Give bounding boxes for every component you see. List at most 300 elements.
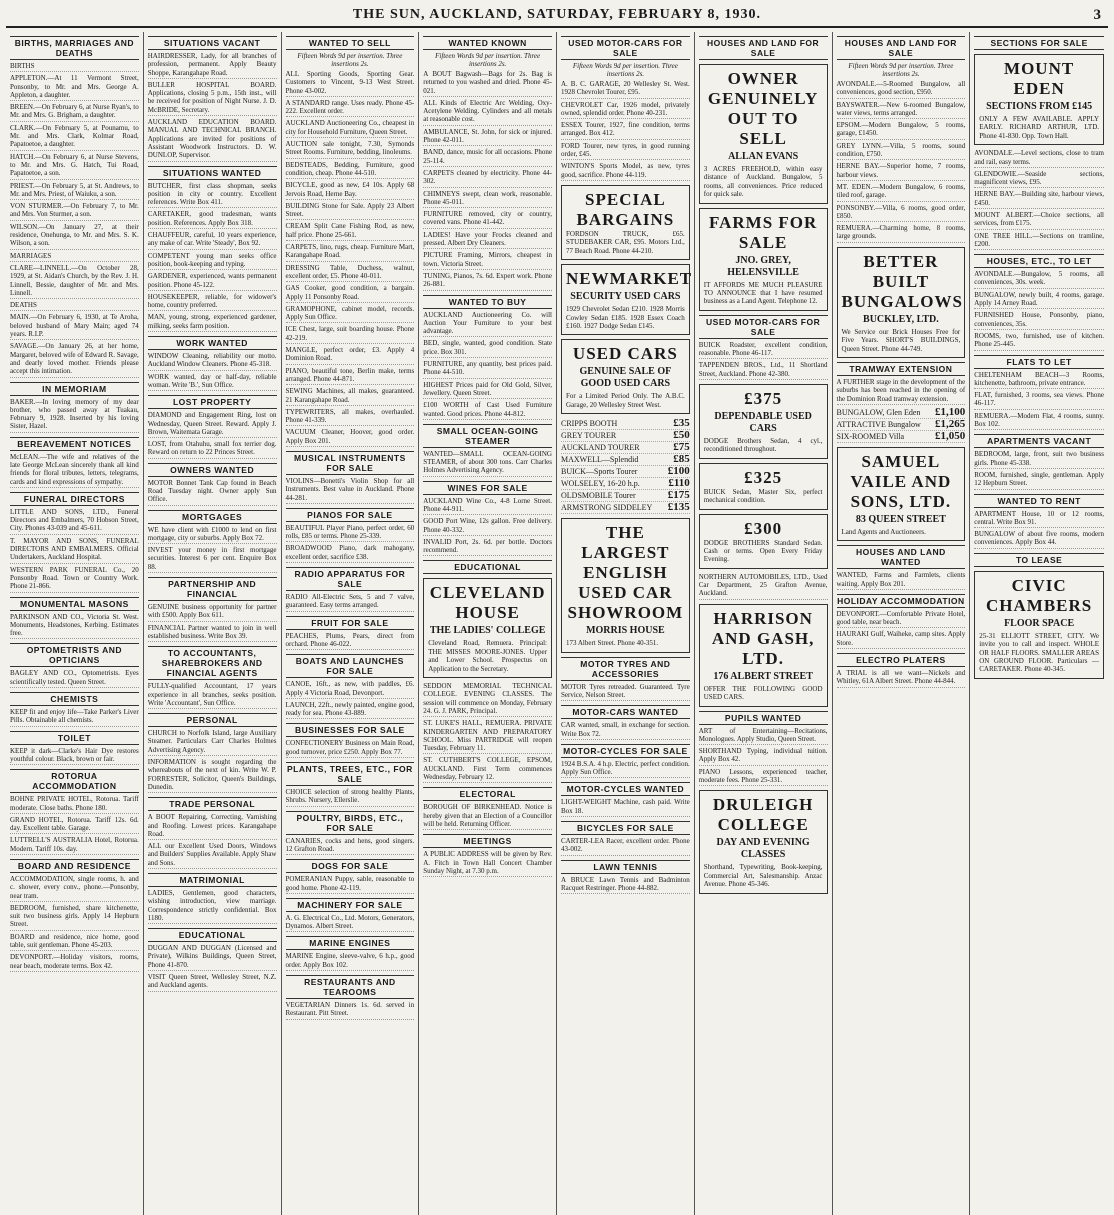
price-listing [561,430,690,442]
section-heading: RESTAURANTS AND TEAROOMS [286,975,415,999]
classified-ad: CHURCH to Norfolk Island, large Auxiliary Steamer. Particulars Carr Charles Holmes Advertising Agency. [148,729,277,756]
section-heading: MUSICAL INSTRUMENTS FOR SALE [286,451,415,475]
classified-ad: A. B. C. GARAGE, 20 Wellesley St. West. 1928 Chevrolet Tourer, £95. [561,80,690,99]
price-listing-price: £100 [667,465,690,478]
section-heading: LOST PROPERTY [148,395,277,409]
classified-ad: WE have client with £1000 to lend on first mortgage, city or suburbs. Apply Box 72. [148,526,277,545]
price-listing-label: GREY TOURER [561,431,617,441]
section-rates: Fifteen Words 9d per insertion. Three insertions 2s. [297,52,403,68]
classified-ad: REMUERA.—Charming home, 8 rooms, large grounds. [837,224,966,243]
display-ad-headline: £300 [744,518,783,538]
classified-ad: MAIN.—On February 6, 1930, at Te Aroha, beloved husband of Mary Main; aged 74 years. R.I.P. [10,313,139,340]
section-heading: BICYCLES FOR SALE [561,821,690,835]
classified-ad: AUCKLAND Wine Co., 4-8 Lorne Street. Phone 44-911. [423,497,552,516]
section-heading: HOUSES AND LAND FOR SALE [837,36,966,60]
display-advertisement [699,463,828,510]
section-heading: MEETINGS [423,834,552,848]
section-heading: HOUSES AND LAND WANTED [837,545,966,569]
price-listing-price: £110 [668,477,690,490]
display-ad-headline: USED CARS [572,344,678,364]
classified-ad: BOHNE PRIVATE HOTEL, Rotorua. Tariff moderate. Close baths. Phone 180. [10,795,139,814]
classified-ad: AUCTION sale tonight, 7.30, Symonds Street Rooms. Furniture, bedding, linoleums. [286,140,415,159]
classified-ad: CANARIES, cocks and hens, good singers. 12 Grafton Road. [286,837,415,856]
classified-ad: AVONDALE.—5-Roomed Bungalow, all conveniences, good section, £950. [837,80,966,99]
display-advertisement [561,339,690,414]
display-ad-headline: DRULEIGH COLLEGE [712,795,814,835]
classified-ad: PEACHES, Plums, Pears, direct from orchard. Phone 46-022. [286,632,415,651]
classified-ad: FULLY-qualified Accountant, 17 years experience in all branches, seeks position. Write 'Accountant', Sun Office. [148,682,277,709]
display-advertisement [699,64,828,204]
classified-ad: ST. CUTHBERT'S COLLEGE, EPSOM, AUCKLAND. First Term commences Wednesday, February 12. [423,756,552,783]
classified-ad: HAIRDRESSER, Lady, for all branches of profession, permanent. Apply Beauty Shoppe, Karangahape Road. [148,52,277,79]
classified-ad: BAKER.—In loving memory of my dear brother, who passed away at Tuakau, February 9, 1928. Inserted by his loving Sister, Hazel. [10,398,139,433]
section-heading: PERSONAL [148,713,277,727]
classified-ad: INVALID Port, 2s. 6d. per bottle. Doctors recommend. [423,538,552,557]
display-ad-subhead: DAY AND EVENING CLASSES [716,837,810,861]
display-ad-subhead: GENUINE SALE OF GOOD USED CARS [579,366,672,390]
classified-ad: WANTED—SMALL OCEAN-GOING STEAMER, of about 300 tons. Carr Charles Holmes Advertising Agency. [423,450,552,477]
classified-ad: ACCOMMODATION, single rooms, h. and c. shower, every conv., phone.—Ponsonby, near tram. [10,875,139,902]
display-ad-headline: MOUNT EDEN [1004,59,1075,98]
classified-ad: CHIMNEYS swept, clean work, reasonable. Phone 45-011. [423,190,552,209]
section-heading: BOATS AND LAUNCHES FOR SALE [286,654,415,678]
display-ad-subhead: 176 ALBERT STREET [713,670,813,682]
classified-ad: BUILDING Stone for Sale. Apply 23 Albert Street. [286,202,415,221]
classified-ad: BOARD and residence, nice home, good table, suit gentleman. Phone 45-203. [10,933,139,952]
display-ad-subhead: MORRIS HOUSE [586,625,665,637]
classified-ad: HERNE BAY.—Building site, harbour views, £450. [974,190,1104,209]
classified-ad: REMUERA.—Modern Flat, 4 rooms, sunny. Box 102. [974,412,1104,431]
classified-ad: PONSONBY.—Villa, 6 rooms, good order, £850. [837,204,966,223]
classified-ad: EPSOM.—Modern Bungalow, 5 rooms, garage, £1450. [837,121,966,140]
display-ad-body: DODGE Brothers Sedan, 4 cyl., reconditioned throughout. [703,437,823,454]
price-listing-price: £1,050 [935,429,966,442]
classified-ad: INVEST your money in first mortgage securities. Interest 6 per cent. Enquire Box 88. [148,546,277,573]
classified-ad: SHORTHAND Typing, individual tuition. Apply Box 42. [699,747,828,766]
classified-ad: AMBULANCE, St. John, for sick or injured. Phone 42-011. [423,128,552,147]
classified-ad: VISIT Queen Street, Wellesley Street, N.Z. and Auckland agents. [148,973,277,992]
display-ad-body: We Service our Brick Houses Free for Five Years. SHORT'S BUILDINGS, Queen Street. Phone 44-749. [841,327,961,353]
display-advertisement [561,185,690,260]
section-heading: WINES FOR SALE [423,481,552,495]
price-listing-price: £85 [673,453,690,466]
classified-ad: BICYCLE, good as new, £4 10s. Apply 68 Jervois Road, Herne Bay. [286,181,415,200]
column-8 [970,32,1108,1215]
classified-ad: LIGHT-WEIGHT Machine, cash paid. Write Box 18. [561,798,690,817]
price-listing-label: ATTRACTIVE Bungalow [836,419,921,429]
display-ad-body: OFFER THE FOLLOWING GOOD USED CARS. [703,684,823,702]
classified-ad: ROOMS, two, furnished, use of kitchen. Phone 25-445. [974,332,1104,351]
classified-ad: DEATHS [10,301,139,311]
classified-ad: BUNGALOW, newly built, 4 rooms, garage. Apply 14 Arney Road. [974,291,1104,310]
classified-ad: COMPETENT young man seeks office position, book-keeping and typing. [148,252,277,271]
page-number: 3 [1093,6,1102,23]
classified-ad: APPLETON.—At 11 Vermont Street, Ponsonby, to Mr. and Mrs. George A. Appleton, a daughter. [10,74,139,101]
section-heading: USED MOTOR-CARS FOR SALE [699,315,828,339]
classified-ad: McLEAN.—The wife and relatives of the late George McLean sincerely thank all kind friends for floral tributes, letters, telegrams, cards and kind expressions of sympathy. [10,453,139,488]
display-ad-body: For a Limited Period Only. The A.B.C. Garage, 20 Wellesley Street West. [566,392,685,409]
masthead-title: THE SUN, AUCKLAND, SATURDAY, FEBRUARY 8, 1930. [352,7,762,22]
classified-ad: MOUNT ALBERT.—Choice sections, all services, from £175. [974,211,1104,230]
classified-ad: HOUSEKEEPER, reliable, for widower's home, country preferred. [148,293,277,312]
price-listing-price: £75 [673,441,690,454]
section-heading: PUPILS WANTED [699,711,828,725]
classified-ad: LADIES! Have your Frocks cleaned and pressed. Albert Dry Cleaners. [423,231,552,250]
section-heading: OPTOMETRISTS AND OPTICIANS [10,643,139,667]
section-heading: EDUCATIONAL [148,928,277,942]
classified-ad: AUCKLAND EDUCATION BOARD. MANUAL AND TECHNICAL BRANCH. Applications are invited for positions of Assistant Woodwork Instructors. D. W. DUNLOP, Supervisor. [148,118,277,161]
display-advertisement [699,604,828,707]
classified-ad: PIANO, beautiful tone, Berlin make, terms arranged. Phone 44-871. [286,367,415,386]
section-heading: HOLIDAY ACCOMMODATION [837,595,965,606]
classified-ad: DRESSING Table, Duchess, walnut, excellent order, £5. Phone 40-011. [286,264,415,283]
classified-ad: BAYSWATER.—New 6-roomed Bungalow, water views, terms arranged. [837,101,966,120]
section-heading: ROTORUA ACCOMMODATION [10,769,139,793]
price-listing-label: ARMSTRONG SIDDELEY [561,503,653,513]
price-listing-label: SIX-ROOMED Villa [836,431,905,441]
classified-ad: WESTERN PARK FUNERAL Co., 20 Ponsonby Road. Town or Country Work. Phone 21-866. [10,566,139,593]
display-ad-headline: £375 [744,389,783,409]
classified-ad: MARRIAGES [10,252,139,262]
classified-ad: GREY LYNN.—Villa, 5 rooms, sound condition, £750. [837,142,966,161]
classified-ad: GRAND HOTEL, Rotorua. Tariff 12s. 6d. day. Excellent table. Garage. [10,816,139,835]
classified-ad: HATCH.—On February 6, at Nurse Stevens, to Mr. and Mrs. G. Hatch, Tui Road, Papatoetoe, a son. [10,153,139,180]
price-listing-label: WOLSELEY, 16-20 h.p. [561,479,640,489]
section-heading: WANTED TO BUY [423,295,552,309]
section-heading: FUNERAL DIRECTORS [10,492,139,506]
section-heading: HOUSES, ETC., TO LET [974,254,1104,268]
section-heading: TO ACCOUNTANTS, SHAREBROKERS AND FINANCIAL AGENTS [148,646,277,680]
display-advertisement [837,447,966,541]
column-3 [282,32,420,1215]
classified-ad: VEGETARIAN Dinners 1s. 6d. served in Restaurant. Pitt Street. [286,1001,415,1020]
price-listing-label: CRIPPS BOOTH [561,419,618,429]
classified-ad: KEEP fit and enjoy life—Take Parker's Liver Pills. Obtainable all chemists. [10,708,139,727]
column-5 [557,32,695,1215]
section-rates: Fifteen Words 9d per insertion. Three insertions 2s. [435,52,541,68]
display-ad-body: Shorthand, Typewriting, Book-keeping, Commercial Art, Salesmanship. Anzac Avenue. Phone 45-346. [703,863,823,889]
section-heading: BIRTHS, MARRIAGES AND DEATHS [10,36,139,60]
display-advertisement [561,518,690,652]
classified-ad: GRAMOPHONE, cabinet model, records. Apply Sun Office. [286,305,415,324]
classified-ad: FURNITURE removed, city or country, covered vans. Phone 41-442. [423,210,552,229]
classified-ad: CAR wanted, small, in exchange for section. Write Box 72. [561,721,690,740]
classified-ad: RADIO All-Electric Sets, 5 and 7 valve, guaranteed. Easy terms arranged. [286,593,415,612]
column-2 [144,32,282,1215]
classified-ad: ART of Entertaining—Recitations, Monologues. Apply Studio, Queen Street. [699,727,828,746]
classified-ad: KEEP it dark—Clarke's Hair Dye restores youthful colour. Black, brown or fair. [10,747,139,766]
classified-ad: VIOLINS—Bonetti's Violin Shop for all Instruments. Best value in Auckland. Phone 44-281. [286,477,415,504]
display-ad-subhead: FLOOR SPACE [1004,617,1075,629]
classified-ad: BEDSTEADS, Bedding, Furniture, good condition, cheap. Phone 44-510. [286,161,415,180]
display-ad-subhead: JNO. GREY, HELENSVILLE [727,254,799,278]
display-ad-subhead: BUCKLEY, LTD. [863,313,939,325]
display-advertisement [561,264,693,335]
display-ad-subhead: SECURITY USED CARS [570,291,681,303]
section-heading: EDUCATIONAL [423,560,552,574]
classified-ad: CREAM Split Cane Fishing Rod, as new, half price. Phone 25-661. [286,222,415,241]
classified-ad: VON STURMER.—On February 7, to Mr. and Mrs. Von Sturmer, a son. [10,202,139,221]
display-ad-body: BUICK Sedan, Master Six, perfect mechanical condition. [703,487,823,505]
classified-ad: PRIEST.—On February 5, at St. Andrews, to Mr. and Mrs. Priest, of Waiuku, a son. [10,182,139,201]
section-heading: MOTOR-CYCLES FOR SALE [561,744,690,758]
classified-ad: GARDENER, experienced, wants permanent position. Phone 45-122. [148,272,277,291]
display-ad-headline: THE LARGEST ENGLISH USED CAR SHOWROOM [567,523,684,623]
classified-ad: GAS Cooker, good condition, a bargain. Apply 11 Ponsonby Road. [286,284,415,303]
classified-ad: CARPETS, lino, rugs, cheap. Furniture Mart, Karangahape Road. [286,243,415,262]
classified-ad: CARTER-LEA Racer, excellent order. Phone 43-002. [561,837,690,856]
section-heading: MATRIMONIAL [148,873,277,887]
section-heading: MOTOR TYRES AND ACCESSORIES [561,657,690,681]
section-heading: PIANOS FOR SALE [286,508,415,522]
classified-ad: SEWING Machines, all makes, guaranteed. 21 Karangahape Road. [286,387,415,406]
column-4 [419,32,557,1215]
classified-ad: SEDDON MEMORIAL TECHNICAL COLLEGE. EVENING CLASSES. The session will commence on Monday, February 24. G. J. PARK, Principal. [423,682,552,717]
classified-ad: CARPETS cleaned by electricity. Phone 44-302. [423,169,552,188]
classified-ad: MOTOR Tyres retreaded. Guaranteed. Tyre Service, Nelson Street. [561,683,690,702]
section-heading: HOUSES AND LAND FOR SALE [699,36,828,60]
classified-ad: A PUBLIC ADDRESS will be given by Rev. A. Fitch in Town Hall Concert Chamber Sunday Night, at 7.30 p.m. [423,850,552,877]
display-ad-body: 173 Albert Street. Phone 40-351. [566,639,659,648]
classified-ad: ALL our Excellent Used Doors, Windows and Builders' Supplies Available. Apply Shaw and Sons. [148,842,277,869]
classified-ad: BEDROOM, large, front, suit two business girls. Phone 45-338. [974,450,1104,469]
display-advertisement [699,208,828,311]
classified-ad: WILSON.—On January 27, at their residence, Onehunga, to Mr. and Mrs. S. K. Wilson, a son. [10,223,139,250]
section-heading: ELECTORAL [423,787,552,801]
price-listing-price: £35 [673,417,690,430]
section-heading: SMALL OCEAN-GOING STEAMER [423,424,552,448]
section-heading: SITUATIONS VACANT [148,36,277,50]
classified-ad: LOST, from Otahuhu, small fox terrier dog. Reward on return to 22 Princes Street. [148,440,277,459]
display-ad-body: ONLY A FEW AVAILABLE. APPLY EARLY. RICHARD ARTHUR, LTD. Phone 41-830. Opp. Town Hall. [979,115,1099,140]
classified-ad: WORK wanted, day or half-day, reliable woman. Write 'B.', Sun Office. [148,373,277,392]
display-advertisement [974,54,1104,145]
display-ad-body: Land Agents and Auctioneers. [841,527,926,536]
classified-ad: DEVONPORT.—Comfortable Private Hotel, good table, near beach. [837,610,966,629]
classified-ad: HIGHEST Prices paid for Old Gold, Silver, Jewellery. Queen Street. [423,381,552,400]
display-ad-headline: FARMS FOR SALE [708,212,818,252]
classified-ad: FURNISHED House, Ponsonby, piano, conveniences, 35s. [974,311,1104,330]
classified-ad: TUNING, Pianos, 7s. 6d. Expert work. Phone 26-881. [423,272,552,291]
section-heading: TRADE PERSONAL [148,797,277,811]
classified-ad: BAND, dance, music for all occasions. Phone 25-114. [423,148,552,167]
classified-ad: A BOUT Bagwash—Bags for 2s. Bag is returned to you washed and dried. Phone 45-021. [423,70,552,97]
classified-ad: DEVONPORT.—Holiday visitors, rooms, near beach, moderate terms. Box 42. [10,953,139,972]
classified-ad: BUNGALOW of about five rooms, modern conveniences. Apply Box 44. [974,530,1104,549]
section-heading: MORTGAGES [148,510,277,524]
display-ad-headline: HARRISON AND GASH, LTD. [711,608,815,668]
section-heading: FLATS TO LET [974,355,1104,369]
classified-ad: PARKINSON AND CO., Victoria St. West. Monuments, Headstones, Kerbing. Estimates free. [10,613,139,640]
display-ad-body: FORDSON TRUCK, £65. STUDEBAKER CAR, £95. Motors Ltd., 77 Beach Road. Phone 44-210. [566,229,685,255]
classified-ad: BIRTHS [10,62,139,72]
display-ad-headline: SAMUEL VAILE AND SONS, LTD. [850,451,952,511]
section-heading: OWNERS WANTED [148,463,277,477]
section-heading: WANTED TO RENT [974,494,1104,508]
classified-ad: FORD Tourer, new tyres, in good running order, £45. [561,142,690,161]
section-heading: CHEMISTS [10,692,139,706]
classified-ad: MOTOR Bonnet Tank Cap found in Beach Road Tuesday night. Owner apply Sun Office. [148,479,277,506]
display-ad-headline: £325 [744,467,783,487]
section-heading: APARTMENTS VACANT [974,434,1104,448]
display-ad-subhead: THE LADIES' COLLEGE [429,625,546,637]
classified-ad: GOOD Port Wine, 12s gallon. Free delivery. Phone 40-332. [423,517,552,536]
section-heading: TRAMWAY EXTENSION [837,362,966,376]
classified-ad: A. G. Electrical Co., Ltd. Motors, Generators, Dynamos. Albert Street. [286,914,415,933]
display-ad-headline: BETTER BUILT BUNGALOWS [841,251,963,311]
section-heading: BEREAVEMENT NOTICES [10,437,139,451]
price-listing-label: BUNGALOW, Glen Eden [836,407,921,417]
price-listing-label: OLDSMOBILE Tourer [561,491,636,501]
columns [6,32,1108,1215]
classified-ad: CHOICE selection of strong healthy Plants, Shrubs. Nursery, Ellerslie. [286,788,415,807]
classified-ad: AUCKLAND Auctioneering Co. will Auction Your Furniture to your best advantage. [423,311,552,338]
section-heading: POULTRY, BIRDS, ETC., FOR SALE [286,811,415,835]
classified-ad: T. MAYOR AND SONS, FUNERAL DIRECTORS AND EMBALMERS. Official Undertakers, Auckland Hospital. [10,537,139,564]
classified-ad: BROADWOOD Piano, dark mahogany, excellent order, sacrifice £38. [286,544,415,563]
classified-ad: FINANCIAL Partner wanted to join in well established business. Write Box 39. [148,624,277,643]
classified-ad: AUCKLAND Auctioneering Co., cheapest in city for Household Furniture, Queen Street. [286,119,415,138]
classified-ad: BUICK Roadster, excellent condition, reasonable. Phone 46-117. [699,341,828,360]
classified-ad: PIANO Lessons, experienced teacher, moderate fees. Phone 25-331. [699,768,828,787]
classified-ad: LITTLE AND SONS, LTD., Funeral Directors and Embalmers, 70 Hobson Street, City. Phones 43-039 and 45-611. [10,508,139,535]
classified-ad: MANGLE, perfect order, £3. Apply 4 Dominion Road. [286,346,415,365]
classified-ad: DIAMOND and Engagement Ring, lost on Wednesday, Queen Street. Reward. Apply J. Brown, Waitemata Garage. [148,411,277,438]
display-advertisement [974,571,1104,679]
classified-ad: APARTMENT House, 10 or 12 rooms, central. Write Box 91. [974,510,1104,529]
classified-ad: CLARE—LINNELL.—On October 28, 1929, at St. Aidan's Church, by the Rev. J. H. Linnell, Bessie, daughter of Mr. and Mrs. Linnell. [10,264,139,299]
classified-ad: 1924 B.S.A. 4 h.p. Electric, perfect condition. Apply Sun Office. [561,760,690,779]
display-ad-body: DODGE BROTHERS Standard Sedan. Cash or terms. Open Every Friday Evening. [703,538,823,564]
display-ad-body: IT AFFORDS ME MUCH PLEASURE TO ANNOUNCE that I have resumed business as a Land Agent. Telephone 12. [703,280,823,306]
section-heading: BOARD AND RESIDENCE [10,859,139,873]
price-listing-label: BUICK—Sports Tourer [561,467,638,477]
display-ad-headline: SPECIAL BARGAINS [576,189,675,229]
display-ad-subhead: 83 QUEEN STREET [855,513,946,525]
classified-ad: GLENDOWIE.—Seaside sections, magnificent views, £95. [974,170,1104,189]
section-heading: FRUIT FOR SALE [286,616,415,630]
display-ad-body: 1929 Chevrolet Sedan £210. 1928 Morris Cowley Sedan £185. 1928 Essex Coach £160. 1927 Dodge Sedan £145. [566,305,685,330]
classified-ad: CHELTENHAM BEACH—3 Rooms, kitchenette, bathroom, private entrance. [974,371,1104,390]
price-listing [561,442,690,454]
section-heading: RADIO APPARATUS FOR SALE [286,567,415,591]
classified-ad: PICTURE Framing, Mirrors, cheapest in town. Victoria Street. [423,251,552,270]
classified-ad: BED, single, wanted, good condition. State price. Box 301. [423,339,552,358]
section-heading: USED MOTOR-CARS FOR SALE [561,36,690,60]
classified-ad: WINDOW Cleaning, reliability our motto. Auckland Window Cleaners. Phone 45-318. [148,352,277,371]
display-advertisement [837,247,966,358]
classified-ad: BREEN.—On February 6, at Nurse Ryan's, to Mr. and Mrs. G. Brigham, a daughter. [10,103,139,122]
classified-ad: ESSEX Tourer, 1927, fine condition, terms arranged. Box 412. [561,121,690,140]
classified-ad: A FURTHER stage in the development of the suburbs has been reached in the opening of the Dominion Road tramway extension. [837,378,966,405]
section-heading: WORK WANTED [148,336,277,350]
display-ad-body: Cleveland Road, Remuera. Principal: THE MISSES MOORE-JONES. Upper and Lower School. Prospectus on Application to the Secretary. [428,639,547,673]
display-ad-headline: CLEVELAND HOUSE [429,583,546,623]
classified-ad: LAUNCH, 22ft., newly painted, engine good, ready for sea. Phone 43-889. [286,701,415,720]
display-ad-subhead: SECTIONS FROM £145 [986,101,1093,112]
section-heading: MACHINERY FOR SALE [286,898,415,912]
display-advertisement [699,790,828,893]
classified-ad: HERNE BAY.—Superior home, 7 rooms, harbour views. [837,162,966,181]
display-ad-subhead: ALLAN EVANS [728,151,799,162]
price-listing-price: £1,100 [935,405,966,418]
price-listing-price: £1,265 [935,417,966,430]
masthead [6,4,1108,28]
classified-ad: HAURAKI Gulf, Waiheke, camp sites. Apply Store. [837,630,966,649]
classified-ad: AVONDALE.—Bungalow, 5 rooms, all conveniences, 30s. week. [974,270,1104,289]
section-heading: ELECTRO PLATERS [837,653,966,667]
section-heading: IN MEMORIAM [10,382,139,396]
classified-ad: SAVAGE.—On January 26, at her home, Margaret, beloved wife of Edward R. Savage, and dearly loved mother. Friends please accept this intimation. [10,342,139,377]
classified-ad: CANOE, 16ft., as new, with paddles, £6. Apply 4 Victoria Road, Devonport. [286,680,415,699]
display-ad-body: 3 ACRES FREEHOLD, within easy distance of Auckland. Bungalow, 5 rooms, all conveniences. Price reduced for quick sale. [703,165,823,199]
classified-ad: GENUINE business opportunity for partner with £500. Apply Box 611. [148,603,277,622]
classified-ad: CHEVROLET Car, 1926 model, privately owned, splendid order. Phone 40-231. [561,101,690,120]
classified-ad: CARETAKER, good tradesman, wants position. References. Apply Box 318. [148,210,277,229]
column-1 [6,32,144,1215]
price-listing [561,502,690,514]
classified-ad: NORTHERN AUTOMOBILES, LTD., Used Car Department, 25 Grafton Avenue, Auckland. [699,573,828,600]
classified-ad: TAPPENDEN BROS., Ltd., 11 Shortland Street, Auckland. Phone 42-380. [699,361,828,380]
classified-ad: TYPEWRITERS, all makes, overhauled. Phone 41-339. [286,408,415,427]
section-heading: SECTIONS FOR SALE [974,36,1104,50]
display-ad-headline: OWNER GENUINELY OUT TO SELL [707,69,819,148]
classified-ad: MT. EDEN.—Modern Bungalow, 6 rooms, tiled roof, garage. [837,183,966,202]
classified-ad: ROOM, furnished, single, gentleman. Apply 12 Hepburn Street. [974,471,1104,490]
column-7 [833,32,971,1215]
section-heading: MOTOR-CARS WANTED [561,705,690,719]
classified-ad: FLAT, furnished, 3 rooms, sea views. Phone 46-117. [974,391,1104,410]
display-ad-headline: CIVIC CHAMBERS [986,575,1093,615]
section-heading: LAWN TENNIS [561,860,690,874]
classified-ad: ALL Sporting Goods, Sporting Gear. Customers to Vincent, 9-13 West Street. Phone 43-002. [286,70,415,97]
column-6 [695,32,833,1215]
classified-ad: BAGLEY AND CO., Optometrists. Eyes scientifically tested. Queen Street. [10,669,139,688]
classified-ad: WANTED, Farms and Farmlets, clients waiting. Apply Box 201. [837,571,966,590]
display-ad-body: 25-31 ELLIOTT STREET, CITY. We invite you to call and inspect. WHOLE OR HALF FLOORS. SMALLER AREAS ON GROUND FLOOR. Particulars — CARETAKER. Phone 40-345. [979,631,1099,674]
price-listing-price: £135 [667,501,690,514]
classified-ad: A BRUCE Lawn Tennis and Badminton Racquet Restringer. Phone 44-882. [561,876,690,895]
display-advertisement [699,384,828,459]
classified-ad: ICE Chest, large, suit boarding house. Phone 42-219. [286,325,415,344]
section-heading: MARINE ENGINES [286,936,415,950]
section-heading: BUSINESSES FOR SALE [286,723,415,737]
classified-ad: BEDROOM, furnished, share kitchenette, suit two business girls. Apply 14 Hepburn Street. [10,904,139,931]
classified-ad: ONE TREE HILL.—Sections on tramline, £200. [974,232,1104,251]
section-heading: DOGS FOR SALE [286,859,415,873]
section-heading: PLANTS, TREES, ETC., FOR SALE [286,764,413,785]
classified-ad: A STANDARD range. Uses ready. Phone 45-222. Excellent order. [286,99,415,118]
price-listing-label: AUCKLAND TOURER [561,443,640,453]
classified-ad: BUTCHER, first class shopman, seeks position in city or country. Excellent references. Write Box 411. [148,182,277,209]
section-heading: WANTED TO SELL [286,36,415,50]
classified-ad: VACUUM Cleaner, Hoover, good order. Apply Box 201. [286,428,415,447]
classified-ad: POMERANIAN Puppy, sable, reasonable to good home. Phone 42-119. [286,875,415,894]
classified-ad: LADIES, Gentlemen, good characters, wishing introduction, view marriage. Correspondence strictly confidential. Box 1180. [148,889,277,924]
price-listing-price: £175 [667,489,690,502]
section-heading: SITUATIONS WANTED [148,166,277,180]
section-heading: WANTED KNOWN [423,36,552,50]
classified-ad: INFORMATION is sought regarding the whereabouts of the next of kin. Write W. P. FORRESTER, Solicitor, Queen's Buildings, Dunedin. [148,758,277,793]
classified-ad: MARINE Engine, sleeve-valve, 6 h.p., good order. Apply Box 102. [286,952,415,971]
classified-ad: CHAUFFEUR, careful, 10 years experience, any make of car. Write 'Steady', Box 92. [148,231,277,250]
section-rates: Fifteen Words 9d per insertion. Three insertions 2s. [572,62,678,78]
section-rates: Fifteen Words 9d per insertion. Three insertions 2s. [848,62,954,78]
display-ad-subhead: DEPENDABLE USED CARS [714,411,812,435]
classified-ad: BEAUTIFUL Player Piano, perfect order, 60 rolls, £85 or terms. Phone 25-339. [286,524,415,543]
classified-ad: ST. LUKE'S HALL, REMUERA. PRIVATE KINDERGARTEN AND PREPARATORY SCHOOL. Miss PARTRIDGE will reopen Tuesday, February 11. [423,719,552,754]
section-heading: MONUMENTAL MASONS [10,597,139,611]
